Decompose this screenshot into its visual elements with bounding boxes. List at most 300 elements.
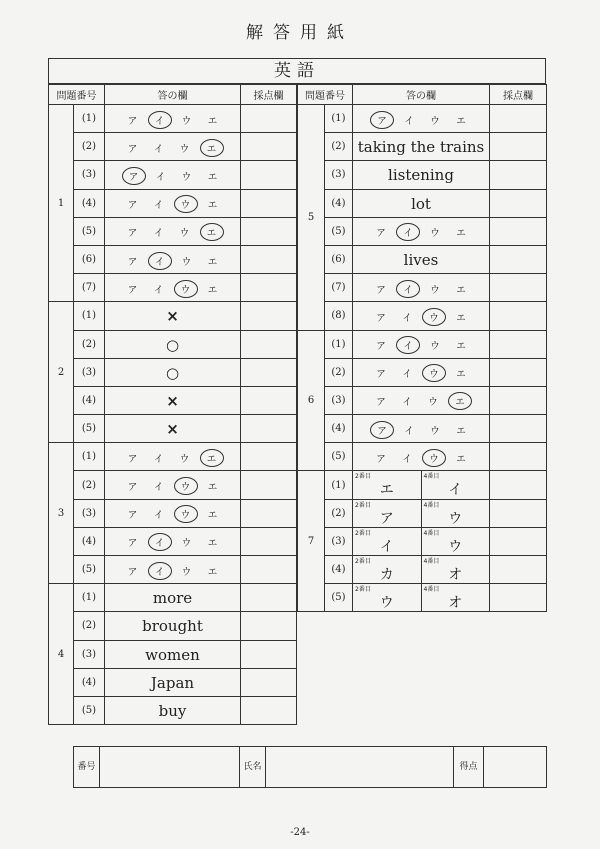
second-position bbox=[353, 556, 422, 583]
part-number: (2) bbox=[74, 330, 105, 358]
choice: イ bbox=[155, 171, 166, 183]
score-cell[interactable] bbox=[490, 189, 547, 217]
score-cell[interactable] bbox=[241, 443, 297, 471]
answer-row bbox=[49, 133, 297, 161]
order-answer bbox=[353, 500, 489, 527]
written-answer: lot bbox=[411, 194, 431, 213]
part-number: (8) bbox=[325, 302, 353, 330]
part-number: (5) bbox=[74, 556, 105, 584]
answer-row bbox=[49, 302, 297, 330]
choice: イ bbox=[153, 228, 164, 240]
choice: ウ bbox=[181, 538, 192, 550]
choice: イ bbox=[153, 200, 164, 212]
answer-cell[interactable] bbox=[105, 217, 241, 245]
answer-row bbox=[49, 640, 297, 668]
answer-row bbox=[49, 330, 297, 358]
header-qnum: 問題番号 bbox=[298, 85, 353, 105]
part-number: (2) bbox=[325, 358, 353, 386]
choice: ア bbox=[127, 228, 138, 240]
choice: エ bbox=[207, 200, 218, 212]
answer-cell[interactable] bbox=[105, 471, 241, 499]
part-number: (6) bbox=[325, 245, 353, 273]
answer-cell[interactable] bbox=[353, 443, 490, 471]
score-cell[interactable] bbox=[490, 274, 547, 302]
selected-choice: ア bbox=[122, 167, 146, 185]
order-label: 2番目 bbox=[355, 529, 371, 537]
subject-header: 英語 bbox=[48, 58, 546, 84]
score-cell[interactable] bbox=[490, 443, 547, 471]
written-answer: lives bbox=[403, 251, 439, 270]
choice: ウ bbox=[181, 566, 192, 578]
choice: イ bbox=[402, 453, 412, 465]
order-value: ア bbox=[379, 510, 394, 527]
selected-choice: ア bbox=[370, 111, 394, 129]
choice: エ bbox=[207, 482, 218, 494]
score-cell[interactable] bbox=[490, 584, 547, 612]
choice: イ bbox=[402, 397, 412, 409]
selected-choice: イ bbox=[148, 252, 172, 270]
header-answer: 答の欄 bbox=[105, 85, 241, 105]
score-cell[interactable] bbox=[241, 415, 297, 443]
fourth-position bbox=[422, 528, 490, 555]
header-answer: 答の欄 bbox=[353, 85, 490, 105]
order-label: 2番目 bbox=[355, 501, 371, 509]
part-number: (3) bbox=[325, 527, 353, 555]
selected-choice: ウ bbox=[422, 449, 446, 467]
order-answer bbox=[353, 556, 489, 583]
part-number: (5) bbox=[325, 584, 353, 612]
answer-cell[interactable] bbox=[105, 527, 241, 555]
order-value: ウ bbox=[448, 510, 463, 527]
header-score: 採点欄 bbox=[490, 85, 547, 105]
order-label: 4番目 bbox=[423, 501, 440, 509]
choice: エ bbox=[456, 369, 466, 381]
fourth-position bbox=[422, 471, 490, 498]
order-label: 4番目 bbox=[423, 558, 440, 565]
choice: ア bbox=[376, 341, 386, 353]
part-number: (3) bbox=[74, 640, 105, 668]
part-number: (4) bbox=[325, 415, 353, 443]
answer-row bbox=[298, 386, 547, 414]
part-number: (3) bbox=[325, 161, 353, 189]
answer-row bbox=[298, 302, 547, 330]
answer-row bbox=[49, 161, 297, 189]
part-number: (4) bbox=[74, 189, 105, 217]
choice: イ bbox=[402, 312, 412, 324]
selected-choice: エ bbox=[200, 449, 224, 467]
choice: エ bbox=[207, 171, 218, 183]
page-number: -24- bbox=[290, 827, 310, 838]
score-cell[interactable] bbox=[241, 217, 297, 245]
answer-row bbox=[49, 471, 297, 499]
answer-row bbox=[298, 274, 547, 302]
selected-choice: イ bbox=[148, 533, 172, 551]
choice: エ bbox=[207, 284, 218, 296]
choice: ア bbox=[127, 538, 138, 550]
answer-cell[interactable] bbox=[353, 471, 490, 499]
selected-choice: イ bbox=[396, 223, 420, 241]
answer-cell[interactable] bbox=[105, 161, 241, 189]
answer-cell[interactable] bbox=[105, 668, 241, 696]
answer-cell[interactable] bbox=[105, 696, 241, 724]
order-value: ウ bbox=[379, 595, 394, 612]
second-position bbox=[353, 528, 422, 555]
choice: ウ bbox=[179, 228, 190, 240]
score-cell[interactable] bbox=[490, 105, 547, 133]
answer-cell[interactable] bbox=[105, 612, 241, 640]
choice: ウ bbox=[179, 143, 190, 155]
part-number: (5) bbox=[325, 443, 353, 471]
answer-row bbox=[298, 584, 547, 612]
selected-choice: イ bbox=[396, 336, 420, 354]
choice: イ bbox=[153, 143, 164, 155]
second-position bbox=[353, 500, 422, 527]
choice: ア bbox=[127, 453, 138, 465]
part-number: (5) bbox=[325, 217, 353, 245]
score-cell[interactable] bbox=[490, 245, 547, 273]
selected-choice: ウ bbox=[174, 505, 198, 523]
answer-cell[interactable] bbox=[105, 415, 241, 443]
answer-row bbox=[49, 274, 297, 302]
order-value: オ bbox=[448, 595, 463, 612]
score-cell[interactable] bbox=[241, 245, 297, 273]
answer-row bbox=[49, 245, 297, 273]
part-number: (4) bbox=[325, 556, 353, 584]
answer-cell[interactable] bbox=[353, 415, 490, 443]
answer-cell[interactable] bbox=[105, 443, 241, 471]
selected-choice: イ bbox=[148, 111, 172, 129]
answer-cell[interactable] bbox=[105, 330, 241, 358]
score-cell[interactable] bbox=[490, 527, 547, 555]
choice: エ bbox=[456, 284, 466, 296]
answer-cell[interactable] bbox=[353, 105, 490, 133]
choice: エ bbox=[207, 510, 218, 522]
answer-cell[interactable] bbox=[353, 245, 490, 273]
choice: イ bbox=[404, 115, 414, 127]
answer-cell[interactable] bbox=[105, 189, 241, 217]
header-score: 採点欄 bbox=[241, 85, 297, 105]
answer-cell[interactable] bbox=[105, 499, 241, 527]
score-cell[interactable] bbox=[241, 189, 297, 217]
written-answer: buy bbox=[158, 702, 187, 721]
order-label: 2番目 bbox=[355, 586, 371, 594]
choice: ア bbox=[376, 312, 386, 324]
part-number: (2) bbox=[74, 133, 105, 161]
order-label: 4番目 bbox=[423, 473, 440, 481]
choice: ウ bbox=[181, 256, 192, 268]
question-number: 3 bbox=[49, 443, 74, 584]
part-number: (1) bbox=[74, 443, 105, 471]
score-cell[interactable] bbox=[241, 499, 297, 527]
written-answer: more bbox=[152, 589, 193, 608]
left-answer-table bbox=[48, 84, 297, 725]
part-number: (7) bbox=[325, 274, 353, 302]
score-cell[interactable] bbox=[490, 386, 547, 414]
answer-row bbox=[298, 189, 547, 217]
question-number: 6 bbox=[298, 330, 325, 471]
choice: エ bbox=[456, 228, 466, 240]
order-label: 2番目 bbox=[355, 473, 371, 481]
choice: イ bbox=[153, 510, 164, 522]
answer-cell[interactable] bbox=[105, 133, 241, 161]
choice: ア bbox=[376, 453, 386, 465]
part-number: (2) bbox=[74, 471, 105, 499]
score-cell[interactable] bbox=[490, 499, 547, 527]
answer-cell[interactable] bbox=[353, 161, 490, 189]
selected-choice: ウ bbox=[174, 195, 198, 213]
true-false-mark: ○ bbox=[165, 335, 180, 354]
second-position bbox=[353, 584, 422, 611]
part-number: (1) bbox=[325, 330, 353, 358]
answer-cell[interactable] bbox=[353, 302, 490, 330]
number-label: 番号 bbox=[74, 747, 100, 788]
score-cell[interactable] bbox=[241, 640, 297, 668]
part-number: (1) bbox=[74, 105, 105, 133]
fourth-position bbox=[422, 500, 490, 527]
part-number: (5) bbox=[74, 415, 105, 443]
choice: ア bbox=[127, 200, 138, 212]
selected-choice: イ bbox=[148, 562, 172, 580]
answer-cell[interactable] bbox=[353, 584, 490, 612]
choice: ウ bbox=[181, 171, 192, 183]
fourth-position bbox=[422, 556, 490, 583]
selected-choice: ウ bbox=[174, 477, 198, 495]
choice: ウ bbox=[430, 341, 440, 353]
selected-choice: エ bbox=[448, 392, 472, 410]
score-cell[interactable] bbox=[241, 556, 297, 584]
order-label: 4番目 bbox=[423, 586, 440, 594]
choice: エ bbox=[456, 453, 466, 465]
choice: エ bbox=[207, 115, 218, 127]
question-number: 1 bbox=[49, 105, 74, 302]
score-cell[interactable] bbox=[490, 358, 547, 386]
answer-row bbox=[49, 443, 297, 471]
choice: イ bbox=[153, 453, 164, 465]
choice: エ bbox=[456, 425, 466, 437]
order-value: イ bbox=[448, 482, 463, 499]
part-number: (4) bbox=[74, 527, 105, 555]
written-answer: women bbox=[145, 645, 200, 664]
choice: エ bbox=[207, 256, 218, 268]
choice: ア bbox=[127, 256, 138, 268]
question-number: 5 bbox=[298, 105, 325, 331]
answer-cell[interactable] bbox=[353, 330, 490, 358]
order-value: エ bbox=[379, 482, 394, 499]
answer-cell[interactable] bbox=[353, 133, 490, 161]
choice: ウ bbox=[428, 397, 438, 409]
answer-row bbox=[49, 358, 297, 386]
order-value: カ bbox=[379, 567, 394, 583]
choice: ウ bbox=[430, 115, 440, 127]
written-answer: listening bbox=[388, 166, 454, 185]
answer-cell[interactable] bbox=[353, 499, 490, 527]
answer-cell[interactable] bbox=[105, 274, 241, 302]
answer-cell[interactable] bbox=[105, 386, 241, 414]
answer-cell[interactable] bbox=[353, 358, 490, 386]
part-number: (3) bbox=[74, 499, 105, 527]
score-cell[interactable] bbox=[241, 161, 297, 189]
answer-row bbox=[298, 245, 547, 273]
answer-cell[interactable] bbox=[353, 527, 490, 555]
fourth-position bbox=[422, 584, 490, 611]
score-cell[interactable] bbox=[490, 330, 547, 358]
selected-choice: ウ bbox=[422, 308, 446, 326]
score-cell[interactable] bbox=[241, 274, 297, 302]
score-cell[interactable] bbox=[241, 471, 297, 499]
score-cell[interactable] bbox=[490, 217, 547, 245]
score-cell[interactable] bbox=[241, 584, 297, 612]
choice: ア bbox=[127, 510, 138, 522]
choice: ウ bbox=[430, 228, 440, 240]
header-qnum: 問題番号 bbox=[49, 85, 105, 105]
answer-row bbox=[298, 330, 547, 358]
choice: ア bbox=[127, 143, 138, 155]
written-answer: brought bbox=[142, 617, 203, 636]
choice: イ bbox=[153, 482, 164, 494]
choice: ウ bbox=[430, 425, 440, 437]
answer-cell[interactable] bbox=[105, 105, 241, 133]
selected-choice: エ bbox=[200, 223, 224, 241]
choice: ウ bbox=[181, 115, 192, 127]
score-cell[interactable] bbox=[241, 302, 297, 330]
part-number: (3) bbox=[74, 161, 105, 189]
score-cell[interactable] bbox=[490, 133, 547, 161]
answer-cell[interactable] bbox=[353, 556, 490, 584]
score-cell[interactable] bbox=[241, 386, 297, 414]
order-answer bbox=[353, 528, 489, 555]
score-cell[interactable] bbox=[490, 161, 547, 189]
choice: ウ bbox=[179, 453, 190, 465]
answer-row bbox=[298, 527, 547, 555]
true-false-mark: ○ bbox=[165, 363, 180, 382]
true-false-mark: × bbox=[166, 391, 179, 410]
second-position bbox=[353, 471, 422, 498]
score-cell[interactable] bbox=[241, 668, 297, 696]
choice: ア bbox=[127, 115, 138, 127]
part-number: (2) bbox=[325, 499, 353, 527]
answer-cell[interactable] bbox=[353, 386, 490, 414]
answer-row bbox=[298, 105, 547, 133]
part-number: (5) bbox=[74, 217, 105, 245]
answer-cell[interactable] bbox=[105, 302, 241, 330]
part-number: (6) bbox=[74, 245, 105, 273]
part-number: (2) bbox=[325, 133, 353, 161]
part-number: (7) bbox=[74, 274, 105, 302]
choice: ア bbox=[376, 284, 386, 296]
selected-choice: ウ bbox=[174, 280, 198, 298]
part-number: (3) bbox=[74, 358, 105, 386]
selected-choice: ウ bbox=[422, 364, 446, 382]
order-value: イ bbox=[379, 538, 394, 555]
written-answer: taking the trains bbox=[357, 138, 485, 157]
answer-cell[interactable] bbox=[105, 358, 241, 386]
answer-row bbox=[49, 189, 297, 217]
choice: イ bbox=[153, 284, 164, 296]
answer-row bbox=[49, 217, 297, 245]
order-answer bbox=[353, 584, 489, 611]
answer-row bbox=[298, 471, 547, 499]
choice: ウ bbox=[430, 284, 440, 296]
answer-row bbox=[298, 161, 547, 189]
order-label: 2番目 bbox=[355, 558, 371, 565]
question-number: 7 bbox=[298, 471, 325, 612]
part-number: (5) bbox=[74, 696, 105, 724]
answer-cell[interactable] bbox=[353, 274, 490, 302]
score-cell[interactable] bbox=[490, 415, 547, 443]
selected-choice: イ bbox=[396, 280, 420, 298]
name-field[interactable] bbox=[266, 747, 454, 788]
student-info-table bbox=[73, 746, 547, 788]
question-number: 2 bbox=[49, 302, 74, 443]
part-number: (1) bbox=[325, 105, 353, 133]
choice: エ bbox=[456, 115, 466, 127]
answer-row bbox=[49, 527, 297, 555]
score-cell[interactable] bbox=[241, 330, 297, 358]
answer-cell[interactable] bbox=[105, 640, 241, 668]
answer-row bbox=[49, 696, 297, 724]
part-number: (4) bbox=[325, 189, 353, 217]
choice: ア bbox=[127, 284, 138, 296]
score-cell[interactable] bbox=[490, 471, 547, 499]
order-value: ウ bbox=[448, 538, 463, 555]
answer-cell[interactable] bbox=[105, 556, 241, 584]
sheet-title: 解答用紙 bbox=[246, 23, 354, 43]
number-field[interactable] bbox=[100, 747, 240, 788]
choice: ア bbox=[127, 482, 138, 494]
answer-cell[interactable] bbox=[105, 245, 241, 273]
answer-row bbox=[49, 415, 297, 443]
choice: イ bbox=[402, 369, 412, 381]
score-cell[interactable] bbox=[241, 696, 297, 724]
choice: エ bbox=[207, 566, 218, 578]
answer-row bbox=[298, 133, 547, 161]
choice: ア bbox=[127, 566, 138, 578]
answer-row bbox=[49, 668, 297, 696]
part-number: (4) bbox=[74, 386, 105, 414]
score-cell[interactable] bbox=[490, 556, 547, 584]
score-cell[interactable] bbox=[241, 358, 297, 386]
score-cell[interactable] bbox=[490, 302, 547, 330]
score-cell[interactable] bbox=[241, 612, 297, 640]
choice: イ bbox=[404, 425, 414, 437]
part-number: (3) bbox=[325, 386, 353, 414]
part-number: (2) bbox=[74, 612, 105, 640]
answer-row bbox=[49, 386, 297, 414]
choice: エ bbox=[207, 538, 218, 550]
score-field[interactable] bbox=[484, 747, 547, 788]
part-number: (1) bbox=[74, 302, 105, 330]
answer-row bbox=[298, 499, 547, 527]
answer-row bbox=[49, 105, 297, 133]
name-label: 氏名 bbox=[240, 747, 266, 788]
true-false-mark: × bbox=[166, 307, 179, 326]
answer-cell[interactable] bbox=[353, 217, 490, 245]
choice: エ bbox=[456, 312, 466, 324]
choice: ア bbox=[376, 397, 386, 409]
score-cell[interactable] bbox=[241, 527, 297, 555]
selected-choice: エ bbox=[200, 139, 224, 157]
answer-cell[interactable] bbox=[105, 584, 241, 612]
choice: エ bbox=[456, 341, 466, 353]
right-answer-table bbox=[297, 84, 547, 612]
score-cell[interactable] bbox=[241, 105, 297, 133]
answer-row bbox=[49, 556, 297, 584]
order-value: オ bbox=[448, 567, 463, 583]
answer-cell[interactable] bbox=[353, 189, 490, 217]
answer-row bbox=[298, 556, 547, 584]
score-cell[interactable] bbox=[241, 133, 297, 161]
true-false-mark: × bbox=[166, 420, 179, 439]
